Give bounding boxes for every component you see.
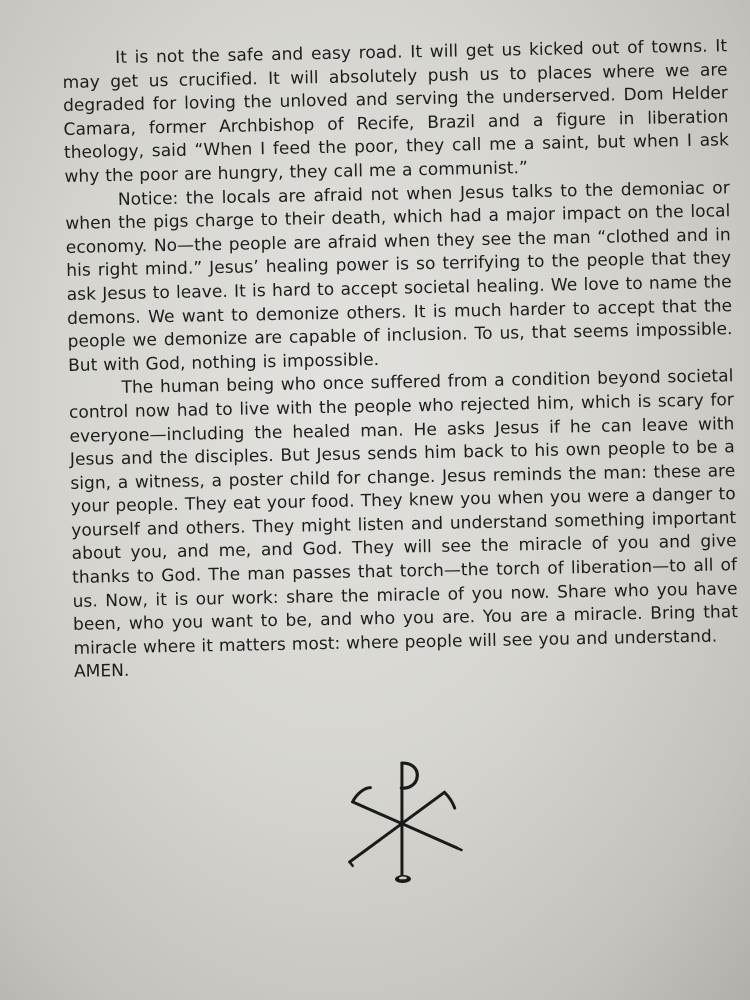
sermon-text xyxy=(62,35,739,685)
paragraph-2: Notice: the locals are afraid not when Jesus talks to the demoniac or when the pigs charge to their death, which had a major impact on the local economy. No—the people are afraid when they see the man “clothed and in his right mind.” Jesus’ healing power is so terrifying to the people that they ask Jesus to leave. It is hard to accept societal healing. We love to name the demons. We want to demonize others. It is much harder to accept that the people we demonize are capable of inclusion. To us, that seems impossible. But with God, nothing is impossible. xyxy=(65,177,733,376)
paragraph-1: It is not the safe and easy road. It will get us kicked out of towns. It may get us crucified. It will absolutely push us to places where we are degraded for loving the unloved and serving the underserved. Dom Helder Camara, former Archbishop of Recife, Brazil and a figure in liberation theology, said “When I feed the poor, they call me a saint, but when I ask why the poor are hungry, they call me a communist.” xyxy=(62,36,730,187)
chi-rho-symbol-icon xyxy=(342,756,468,892)
closing-amen: AMEN. xyxy=(73,661,130,683)
paragraph-3: The human being who once suffered from a condition beyond societal control now had to live with the people who rejected him, which is scary for everyone—including the healed man. He asks Jesus if he can leave with Jesus and the disciples. But Jesus sends him back to his own people to be a sign, a witness, a poster child for change. Jesus reminds the man: these are your people. They eat your food. They knew you when you were a danger to yourself and others. They might listen and understand something important about you, and me, and God. They will see the miracle of you and give thanks to God. The man passes that torch—the torch of liberation—to all of us. Now, it is our work: share the miracle of you now. Share who you have been, who you want to be, and who you are. You are a miracle. Bring that miracle where it matters most: where people will see you and understand. xyxy=(68,366,739,659)
